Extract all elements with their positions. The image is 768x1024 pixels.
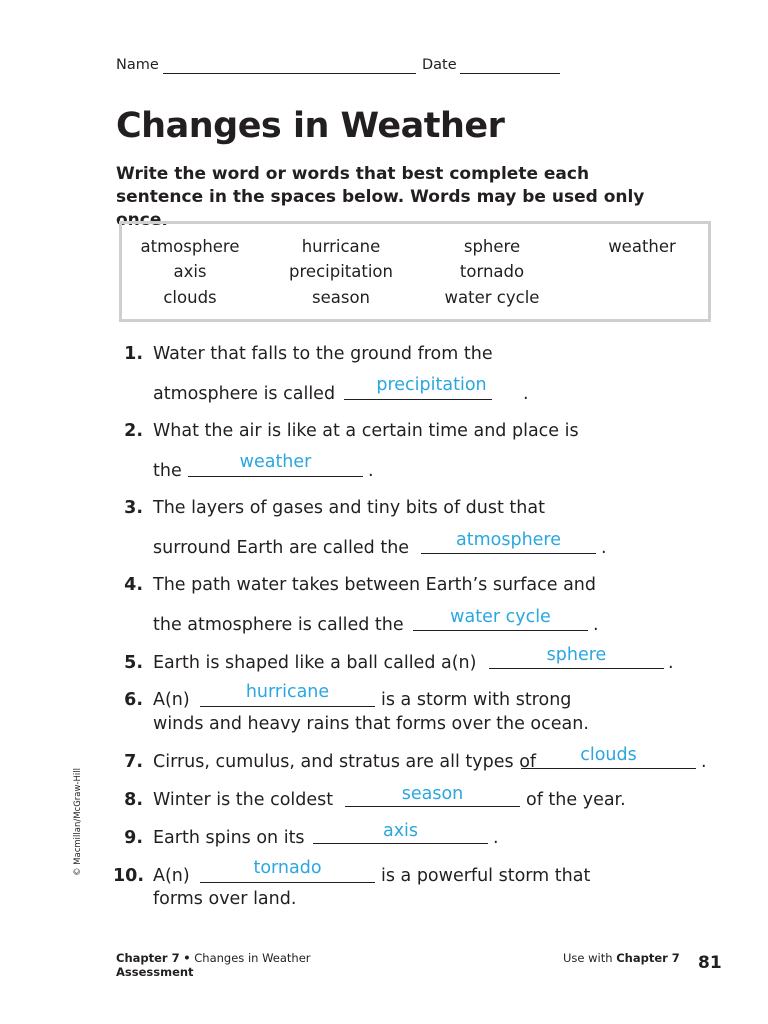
footer-use-with-label: Use with (563, 951, 613, 965)
name-field[interactable] (163, 73, 416, 74)
answer-blank[interactable] (489, 668, 664, 669)
word-bank-item: clouds (163, 288, 217, 307)
question-number: 8. (124, 790, 143, 810)
answer-blank[interactable] (188, 476, 363, 477)
question-text: forms over land. (153, 889, 297, 909)
question-text: is a storm with strong (381, 690, 572, 710)
answer-text: weather (239, 452, 312, 472)
answer-blank[interactable] (521, 768, 696, 769)
question-text: Cirrus, cumulus, and stratus are all types of (153, 752, 537, 772)
word-bank-item: precipitation (289, 262, 393, 281)
question-number: 2. (124, 421, 143, 441)
question-text: What the air is like at a certain time and place is (153, 421, 579, 441)
question-text: . (523, 384, 529, 404)
question-number: 9. (124, 828, 143, 848)
page-title: Changes in Weather (116, 106, 505, 146)
answer-text: water cycle (450, 607, 551, 627)
answer-text: season (401, 784, 464, 804)
answer-text: hurricane (245, 682, 330, 702)
question-number: 6. (124, 690, 143, 710)
answer-blank[interactable] (313, 843, 488, 844)
question-text: Water that falls to the ground from the (153, 344, 493, 364)
footer-chapter: Chapter 7 (116, 951, 180, 965)
answer-text: axis (382, 821, 419, 841)
question-text: The path water takes between Earth’s surface and (153, 575, 596, 595)
word-bank-item: weather (608, 237, 676, 256)
copyright-notice: © Macmillan/McGraw-Hill (73, 767, 83, 877)
word-bank-item: season (311, 288, 371, 307)
question-text: A(n) (153, 690, 190, 710)
question-text: . (601, 538, 607, 558)
answer-text: tornado (253, 858, 322, 878)
question-number: 5. (124, 653, 143, 673)
question-text: . (368, 461, 374, 481)
word-bank-item: water cycle (444, 288, 540, 307)
answer-blank[interactable] (200, 882, 375, 883)
footer-bullet: • (183, 951, 191, 965)
question-text: Earth is shaped like a ball called a(n) (153, 653, 477, 673)
word-bank-item: tornado (459, 262, 525, 281)
question-number: 4. (124, 575, 143, 595)
question-text: surround Earth are called the (153, 538, 410, 558)
footer-use-chapter: Chapter 7 (616, 951, 680, 965)
answer-text: sphere (546, 645, 607, 665)
answer-blank[interactable] (344, 399, 492, 400)
answer-text: atmosphere (456, 530, 561, 550)
question-text: . (593, 615, 599, 635)
question-text: is a powerful storm that (381, 866, 591, 886)
question-text: the (153, 461, 182, 481)
question-number: 1. (124, 344, 143, 364)
page-number: 81 (698, 953, 722, 973)
answer-text: precipitation (376, 375, 487, 395)
question-number: 10. (113, 866, 145, 886)
footer-chapter-info (116, 951, 311, 979)
word-bank-item: sphere (463, 237, 521, 256)
question-number: 7. (124, 752, 143, 772)
answer-text: clouds (580, 745, 637, 765)
question-text: atmosphere is called (153, 384, 336, 404)
question-text: Earth spins on its (153, 828, 305, 848)
date-field[interactable] (460, 73, 560, 74)
word-bank-item: hurricane (301, 237, 381, 256)
question-text: of the year. (526, 790, 626, 810)
answer-blank[interactable] (413, 630, 588, 631)
question-text: . (701, 752, 707, 772)
instructions: Write the word or words that best complete each sentence in the spaces below. Words may be used only once. (116, 164, 645, 230)
answer-blank[interactable] (421, 553, 596, 554)
footer-use-with (563, 951, 680, 965)
footer-chapter-title: Changes in Weather (194, 951, 311, 965)
question-text: Winter is the coldest (153, 790, 334, 810)
question-text: . (493, 828, 499, 848)
question-number: 3. (124, 498, 143, 518)
answer-blank[interactable] (200, 706, 375, 707)
name-label: Name (116, 57, 159, 73)
question-text: A(n) (153, 866, 190, 886)
answer-blank[interactable] (345, 806, 520, 807)
question-text: the atmosphere is called the (153, 615, 404, 635)
question-text: The layers of gases and tiny bits of dust that (153, 498, 545, 518)
word-bank-item: axis (173, 262, 207, 281)
word-bank-item: atmosphere (140, 237, 240, 256)
date-label: Date (422, 57, 457, 73)
question-text: winds and heavy rains that forms over the ocean. (153, 714, 589, 734)
footer-assessment: Assessment (116, 965, 194, 979)
question-text: . (668, 653, 674, 673)
